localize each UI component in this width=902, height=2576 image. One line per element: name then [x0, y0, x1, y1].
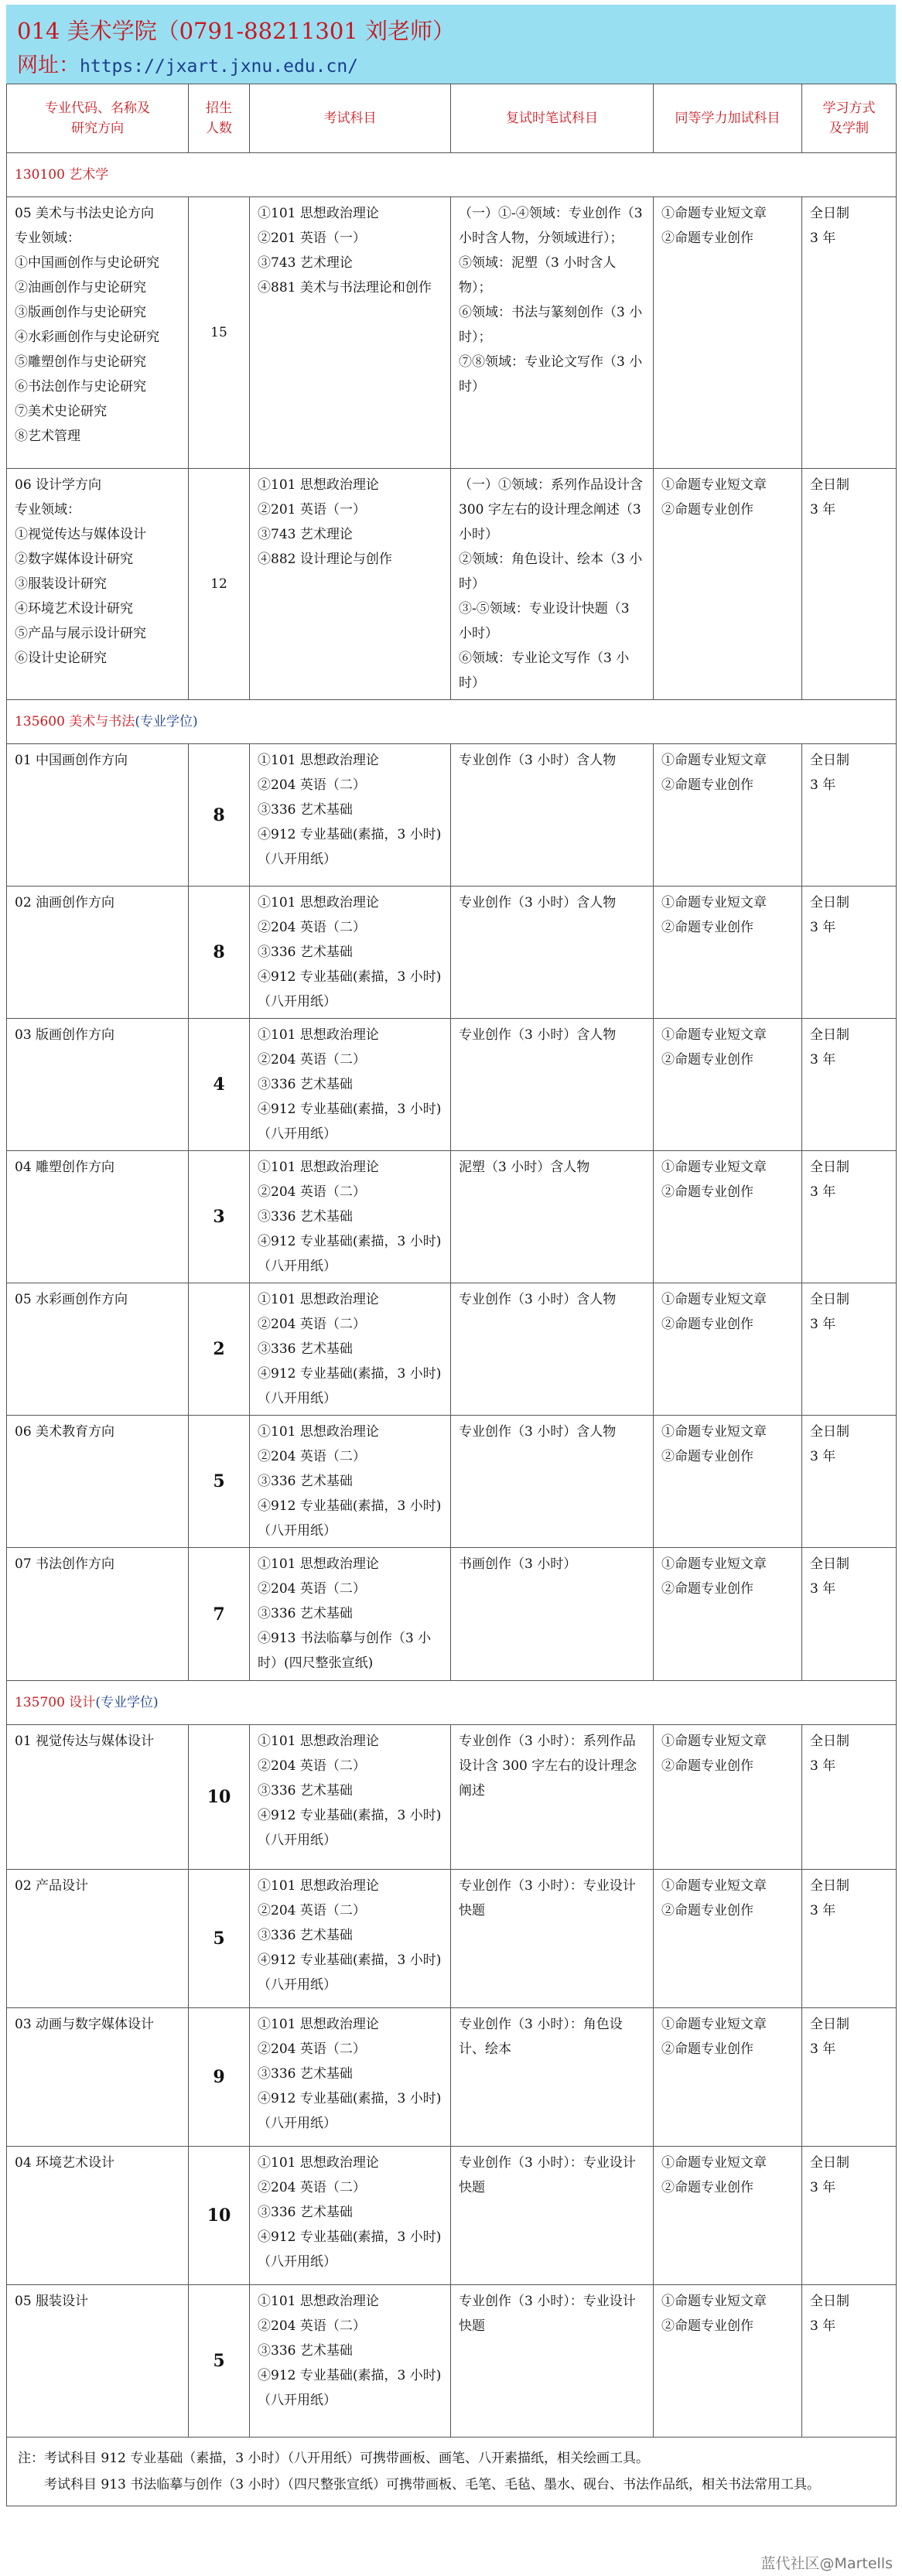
- cell-line: ①101 思想政治理论: [258, 1556, 379, 1572]
- website-line: [17, 48, 358, 78]
- cell-line: ②204 英语（二）: [258, 1317, 366, 1332]
- table-row: [7, 2008, 897, 2147]
- section-code-name: 135700 设计: [15, 1695, 96, 1710]
- quota-cell: 15: [189, 197, 250, 469]
- cell-line: ③743 艺术理论: [258, 255, 353, 271]
- extra-subjects-cell: [654, 2147, 802, 2285]
- retest-subjects-cell: [451, 2008, 654, 2147]
- cell-line: ①101 思想政治理论: [258, 1878, 379, 1894]
- section-title: [7, 1681, 897, 1725]
- table-row: [7, 1151, 897, 1283]
- study-mode-cell: [802, 2285, 897, 2438]
- cell-line: ②204 英语（二）: [258, 1903, 366, 1918]
- cell-line: ④912 专业基础(素描，3 小时)（八开用纸）: [258, 1952, 442, 1993]
- cell-line: 3 年: [810, 1581, 836, 1597]
- cell-line: ②204 英语（二）: [258, 1052, 366, 1068]
- table-row: [7, 1416, 897, 1548]
- cell-line: 3 年: [810, 1903, 836, 1918]
- cell-line: ⑥领域：专业论文写作（3 小时）: [459, 651, 630, 691]
- cell-line: ②204 英语（二）: [258, 1449, 366, 1464]
- study-mode-cell: [802, 1151, 897, 1283]
- cell-line: 03 版画创作方向: [15, 1027, 115, 1043]
- cell-line: 05 美术与书法史论方向: [15, 206, 155, 221]
- cell-line: ②数字媒体设计研究: [15, 552, 133, 567]
- exam-subjects-cell: [250, 1283, 451, 1416]
- cell-line: ②命题专业创作: [661, 1449, 753, 1464]
- study-mode-cell: [802, 1725, 897, 1870]
- cell-line: 07 书法创作方向: [15, 1556, 115, 1572]
- cell-line: 复试时笔试科目: [506, 111, 598, 126]
- study-mode-cell: [802, 887, 897, 1019]
- cell-line: ③336 艺术基础: [258, 1783, 353, 1799]
- table-row: [7, 1019, 897, 1151]
- cell-line: ④912 专业基础(素描，3 小时)（八开用纸）: [258, 1102, 442, 1142]
- cell-line: 全日制: [810, 2017, 849, 2032]
- cell-line: ①101 思想政治理论: [258, 1160, 379, 1175]
- cell-line: ④912 专业基础(素描，3 小时)（八开用纸）: [258, 2229, 442, 2270]
- column-header: [802, 84, 897, 153]
- extra-subjects-cell: [654, 887, 802, 1019]
- cell-line: ①命题专业短文章: [661, 895, 767, 910]
- degree-type-note: (专业学位): [135, 714, 198, 729]
- retest-subjects-cell: [451, 887, 654, 1019]
- cell-line: ②204 英语（二）: [258, 1581, 366, 1597]
- cell-line: ⑥书法创作与史论研究: [15, 379, 146, 395]
- cell-line: ④912 专业基础(素描，3 小时)（八开用纸）: [258, 969, 442, 1010]
- cell-line: ②201 英语（一）: [258, 502, 366, 518]
- cell-line: ①命题专业短文章: [661, 1160, 767, 1175]
- cell-line: ①101 思想政治理论: [258, 1292, 379, 1307]
- cell-line: 人数: [206, 121, 232, 136]
- retest-subjects-cell: [451, 744, 654, 887]
- cell-line: 06 美术教育方向: [15, 1424, 115, 1440]
- cell-line: 03 动画与数字媒体设计: [15, 2017, 155, 2032]
- cell-line: ①101 思想政治理论: [258, 1424, 379, 1440]
- cell-line: ②204 英语（二）: [258, 920, 366, 935]
- cell-line: 专业创作（3 小时）：专业设计快题: [459, 2155, 636, 2195]
- cell-line: ①101 思想政治理论: [258, 1027, 379, 1043]
- cell-line: ①101 思想政治理论: [258, 206, 379, 221]
- cell-line: ④881 美术与书法理论和创作: [258, 280, 432, 296]
- cell-line: 3 年: [810, 2180, 836, 2195]
- direction-cell: [7, 469, 189, 700]
- cell-line: ①101 思想政治理论: [258, 2155, 379, 2171]
- cell-line: ④912 专业基础(素描，3 小时)（八开用纸）: [258, 1498, 442, 1539]
- exam-subjects-cell: [250, 1019, 451, 1151]
- cell-line: ④912 专业基础(素描，3 小时)（八开用纸）: [258, 1366, 442, 1406]
- cell-line: ③336 艺术基础: [258, 2343, 353, 2359]
- cell-line: ②命题专业创作: [661, 1052, 753, 1068]
- retest-subjects-cell: [451, 1870, 654, 2008]
- study-mode-cell: [802, 469, 897, 700]
- cell-line: ②命题专业创作: [661, 502, 753, 518]
- cell-line: ①命题专业短文章: [661, 1027, 767, 1043]
- website-label: 网址：: [17, 53, 80, 77]
- cell-line: 专业创作（3 小时）：专业设计快题: [459, 1878, 636, 1918]
- study-mode-cell: [802, 1548, 897, 1681]
- section-code-name: 130100 艺术学: [15, 167, 109, 183]
- column-header: [654, 84, 802, 153]
- cell-line: 05 服装设计: [15, 2294, 89, 2309]
- study-mode-cell: [802, 1019, 897, 1151]
- cell-line: 3 年: [810, 1449, 836, 1464]
- cell-line: ②命题专业创作: [661, 1758, 753, 1774]
- exam-subjects-cell: [250, 2147, 451, 2285]
- cell-line: ②命题专业创作: [661, 1184, 753, 1200]
- cell-line: 全日制: [810, 753, 849, 768]
- cell-line: 专业创作（3 小时）含人物: [459, 895, 617, 910]
- cell-line: ④912 专业基础(素描，3 小时)（八开用纸）: [258, 1234, 442, 1274]
- retest-subjects-cell: [451, 2147, 654, 2285]
- cell-line: ②油画创作与史论研究: [15, 280, 146, 296]
- cell-line: ⑤领域：泥塑（3 小时含人物）；: [459, 255, 617, 296]
- study-mode-cell: [802, 1283, 897, 1416]
- table-row: [7, 197, 897, 469]
- cell-line: ③336 艺术基础: [258, 1928, 353, 1943]
- extra-subjects-cell: [654, 744, 802, 887]
- exam-subjects-cell: [250, 1548, 451, 1681]
- exam-subjects-cell: [250, 197, 451, 469]
- cell-line: 专业创作（3 小时）含人物: [459, 1424, 617, 1440]
- cell-line: ①101 思想政治理论: [258, 2017, 379, 2032]
- retest-subjects-cell: [451, 1019, 654, 1151]
- cell-line: ①101 思想政治理论: [258, 2294, 379, 2309]
- quota-cell: 2: [189, 1283, 250, 1416]
- cell-line: ①命题专业短文章: [661, 1556, 767, 1572]
- quota-cell: 8: [189, 887, 250, 1019]
- direction-cell: [7, 197, 189, 469]
- cell-line: ②命题专业创作: [661, 2318, 753, 2334]
- exam-subjects-cell: [250, 2285, 451, 2438]
- cell-line: ②命题专业创作: [661, 2041, 753, 2057]
- cell-line: ④882 设计理论与创作: [258, 552, 392, 567]
- quota-cell: 12: [189, 469, 250, 700]
- admissions-table: [6, 84, 897, 2506]
- cell-line: 04 雕塑创作方向: [15, 1160, 115, 1175]
- cell-line: 及学制: [829, 121, 869, 136]
- cell-line: ①命题专业短文章: [661, 1734, 767, 1749]
- cell-line: 考试科目: [323, 111, 377, 126]
- degree-type-note: (专业学位): [95, 1695, 159, 1710]
- retest-subjects-cell: [451, 2285, 654, 2438]
- cell-line: 书画创作（3 小时）: [459, 1556, 577, 1572]
- quota-cell: 5: [189, 1416, 250, 1548]
- exam-subjects-cell: [250, 1416, 451, 1548]
- exam-subjects-cell: [250, 887, 451, 1019]
- table-row: [7, 1870, 897, 2008]
- cell-line: ②命题专业创作: [661, 1317, 753, 1332]
- cell-line: 全日制: [810, 477, 849, 493]
- cell-line: （一）①-④领域：专业创作（3 小时含人物，分领域进行）；: [459, 206, 643, 246]
- quota-cell: 4: [189, 1019, 250, 1151]
- retest-subjects-cell: [451, 1416, 654, 1548]
- cell-line: ②204 英语（二）: [258, 1184, 366, 1200]
- cell-line: 专业领域：: [15, 502, 80, 518]
- extra-subjects-cell: [654, 2008, 802, 2147]
- study-mode-cell: [802, 744, 897, 887]
- quota-cell: 7: [189, 1548, 250, 1681]
- cell-line: 3 年: [810, 231, 836, 246]
- cell-line: 04 环境艺术设计: [15, 2155, 115, 2171]
- cell-line: 05 水彩画创作方向: [15, 1292, 128, 1307]
- table-header-row: [7, 84, 897, 153]
- cell-line: 全日制: [810, 1734, 849, 1749]
- cell-line: ⑥领域：书法与篆刻创作（3 小时）；: [459, 305, 643, 345]
- extra-subjects-cell: [654, 1870, 802, 2008]
- notes-cell: [7, 2438, 897, 2506]
- cell-line: 专业创作（3 小时）含人物: [459, 753, 617, 768]
- cell-line: 全日制: [810, 2294, 849, 2309]
- direction-cell: [7, 1019, 189, 1151]
- retest-subjects-cell: [451, 1151, 654, 1283]
- cell-line: ⑦美术史论研究: [15, 404, 107, 419]
- cell-line: ②命题专业创作: [661, 920, 753, 935]
- cell-line: ②201 英语（一）: [258, 231, 366, 246]
- cell-line: 学习方式: [822, 101, 876, 116]
- direction-cell: [7, 1283, 189, 1416]
- column-header: [451, 84, 654, 153]
- section-code-name: 135600 美术与书法: [15, 714, 135, 729]
- column-header: [250, 84, 451, 153]
- cell-line: 全日制: [810, 895, 849, 910]
- cell-line: 06 设计学方向: [15, 477, 102, 493]
- direction-cell: [7, 2285, 189, 2438]
- retest-subjects-cell: [451, 197, 654, 469]
- section-row: [7, 700, 897, 744]
- cell-line: ①101 思想政治理论: [258, 753, 379, 768]
- note-line: 注：考试科目 912 专业基础（素描，3 小时）（八开用纸）可携带画板、画笔、八开素描纸，相关绘画工具。: [18, 2451, 649, 2466]
- direction-cell: [7, 1548, 189, 1681]
- direction-cell: [7, 744, 189, 887]
- direction-cell: [7, 1725, 189, 1870]
- extra-subjects-cell: [654, 197, 802, 469]
- extra-subjects-cell: [654, 1548, 802, 1681]
- retest-subjects-cell: [451, 1548, 654, 1681]
- cell-line: ③336 艺术基础: [258, 1606, 353, 1621]
- cell-line: ②命题专业创作: [661, 1903, 753, 1918]
- direction-cell: [7, 2008, 189, 2147]
- cell-line: ①101 思想政治理论: [258, 477, 379, 493]
- study-mode-cell: [802, 1870, 897, 2008]
- table-row: [7, 2285, 897, 2438]
- quota-cell: 5: [189, 1870, 250, 2008]
- cell-line: ④912 专业基础(素描，3 小时)（八开用纸）: [258, 1808, 442, 1848]
- cell-line: 3 年: [810, 1052, 836, 1068]
- study-mode-cell: [802, 2008, 897, 2147]
- exam-subjects-cell: [250, 469, 451, 700]
- section-title: [7, 700, 897, 744]
- table-row: [7, 2147, 897, 2285]
- cell-line: ③版画创作与史论研究: [15, 305, 146, 320]
- cell-line: 3 年: [810, 2318, 836, 2334]
- cell-line: ④水彩画创作与史论研究: [15, 330, 159, 345]
- quota-cell: 10: [189, 1725, 250, 1870]
- quota-cell: 5: [189, 2285, 250, 2438]
- cell-line: ①命题专业短文章: [661, 1878, 767, 1894]
- cell-line: 全日制: [810, 1556, 849, 1572]
- cell-line: ①视觉传达与媒体设计: [15, 527, 146, 542]
- section-title: [7, 153, 897, 197]
- page-header: [6, 5, 896, 84]
- page-title: 014 美术学院（0791-88211301 刘老师）: [17, 18, 455, 44]
- cell-line: ④912 专业基础(素描，3 小时)（八开用纸）: [258, 2368, 442, 2408]
- cell-line: 3 年: [810, 777, 836, 793]
- cell-line: 全日制: [810, 1160, 849, 1175]
- exam-subjects-cell: [250, 1725, 451, 1870]
- extra-subjects-cell: [654, 1283, 802, 1416]
- cell-line: 3 年: [810, 2041, 836, 2057]
- cell-line: 02 产品设计: [15, 1878, 89, 1894]
- notes-row: [7, 2438, 897, 2506]
- cell-line: 全日制: [810, 2155, 849, 2171]
- cell-line: （一）①领域：系列作品设计含 300 字左右的设计理念阐述（3 小时）: [459, 477, 643, 542]
- cell-line: 3 年: [810, 1317, 836, 1332]
- cell-line: 研究方向: [71, 121, 124, 136]
- extra-subjects-cell: [654, 1019, 802, 1151]
- table-body: [7, 153, 897, 2438]
- cell-line: ④912 专业基础(素描，3 小时)（八开用纸）: [258, 2091, 442, 2131]
- cell-line: ③336 艺术基础: [258, 945, 353, 960]
- cell-line: 全日制: [810, 1292, 849, 1307]
- cell-line: ③336 艺术基础: [258, 802, 353, 818]
- cell-line: 全日制: [810, 1878, 849, 1894]
- cell-line: ①命题专业短文章: [661, 2294, 767, 2309]
- table-row: [7, 469, 897, 700]
- cell-line: 02 油画创作方向: [15, 895, 115, 910]
- cell-line: ②204 英语（二）: [258, 2318, 366, 2334]
- direction-cell: [7, 1870, 189, 2008]
- cell-line: ④912 专业基础(素描，3 小时)（八开用纸）: [258, 827, 442, 867]
- quota-cell: 9: [189, 2008, 250, 2147]
- cell-line: ②命题专业创作: [661, 777, 753, 793]
- cell-line: 专业创作（3 小时）含人物: [459, 1292, 617, 1307]
- cell-line: ②命题专业创作: [661, 2180, 753, 2195]
- cell-line: 3 年: [810, 920, 836, 935]
- cell-line: 专业领域：: [15, 231, 80, 246]
- cell-line: 专业代码、名称及: [45, 101, 150, 116]
- column-header: [7, 84, 189, 153]
- cell-line: ②204 英语（二）: [258, 777, 366, 793]
- website-link[interactable]: https://jxart.jxnu.edu.cn/: [80, 56, 359, 77]
- cell-line: ①中国画创作与史论研究: [15, 255, 159, 271]
- extra-subjects-cell: [654, 1151, 802, 1283]
- exam-subjects-cell: [250, 2008, 451, 2147]
- cell-line: ①101 思想政治理论: [258, 895, 379, 910]
- cell-line: 3 年: [810, 1184, 836, 1200]
- cell-line: ③336 艺术基础: [258, 2066, 353, 2082]
- cell-line: ①命题专业短文章: [661, 1292, 767, 1307]
- cell-line: ⑤雕塑创作与史论研究: [15, 354, 146, 370]
- cell-line: 专业创作（3 小时）：角色设计、绘本: [459, 2017, 623, 2057]
- cell-line: 专业创作（3 小时）：专业设计快题: [459, 2294, 636, 2334]
- cell-line: ①命题专业短文章: [661, 206, 767, 221]
- cell-line: ③336 艺术基础: [258, 1077, 353, 1092]
- direction-cell: [7, 1151, 189, 1283]
- cell-line: 3 年: [810, 1758, 836, 1774]
- cell-line: ①命题专业短文章: [661, 1424, 767, 1440]
- table-row: [7, 1548, 897, 1681]
- cell-line: ②204 英语（二）: [258, 2041, 366, 2057]
- direction-cell: [7, 1416, 189, 1548]
- cell-line: ②204 英语（二）: [258, 2180, 366, 2195]
- extra-subjects-cell: [654, 469, 802, 700]
- cell-line: ③743 艺术理论: [258, 527, 353, 542]
- study-mode-cell: [802, 2147, 897, 2285]
- extra-subjects-cell: [654, 2285, 802, 2438]
- cell-line: ④913 书法临摹与创作（3 小时）(四尺整张宣纸): [258, 1631, 432, 1671]
- cell-line: 专业创作（3 小时）含人物: [459, 1027, 617, 1043]
- exam-subjects-cell: [250, 1870, 451, 2008]
- cell-line: 同等学力加试科目: [675, 111, 781, 126]
- cell-line: ③336 艺术基础: [258, 2205, 353, 2220]
- cell-line: ③-⑤领域：专业设计快题（3 小时）: [459, 601, 630, 641]
- cell-line: ③服装设计研究: [15, 576, 107, 592]
- cell-line: 泥塑（3 小时）含人物: [459, 1160, 590, 1175]
- table-row: [7, 887, 897, 1019]
- extra-subjects-cell: [654, 1416, 802, 1548]
- study-mode-cell: [802, 1416, 897, 1548]
- study-mode-cell: [802, 197, 897, 469]
- cell-line: ①命题专业短文章: [661, 2155, 767, 2171]
- table-row: [7, 1283, 897, 1416]
- note-line: 考试科目 913 书法临摹与创作（3 小时）（四尺整张宣纸）可携带画板、毛笔、毛毡、墨水、砚台、书法作品纸，相关书法常用工具。: [44, 2477, 820, 2492]
- cell-line: 专业创作（3 小时）：系列作品设计含 300 字左右的设计理念阐述: [459, 1734, 637, 1799]
- cell-line: ②领域：角色设计、绘本（3 小时）: [459, 552, 643, 592]
- cell-line: 全日制: [810, 1027, 849, 1043]
- column-header: [189, 84, 250, 153]
- section-row: [7, 153, 897, 197]
- retest-subjects-cell: [451, 1725, 654, 1870]
- direction-cell: [7, 2147, 189, 2285]
- cell-line: 01 中国画创作方向: [15, 753, 128, 768]
- cell-line: 招生: [206, 101, 232, 116]
- retest-subjects-cell: [451, 1283, 654, 1416]
- section-row: [7, 1681, 897, 1725]
- cell-line: ⑧艺术管理: [15, 429, 80, 444]
- cell-line: ①命题专业短文章: [661, 753, 767, 768]
- cell-line: ⑦⑧领域：专业论文写作（3 小时）: [459, 354, 643, 395]
- cell-line: 全日制: [810, 206, 849, 221]
- cell-line: ③336 艺术基础: [258, 1341, 353, 1357]
- exam-subjects-cell: [250, 1151, 451, 1283]
- cell-line: ①命题专业短文章: [661, 477, 767, 493]
- cell-line: ①101 思想政治理论: [258, 1734, 379, 1749]
- retest-subjects-cell: [451, 469, 654, 700]
- cell-line: 01 视觉传达与媒体设计: [15, 1734, 155, 1749]
- table-row: [7, 1725, 897, 1870]
- quota-cell: 3: [189, 1151, 250, 1283]
- direction-cell: [7, 887, 189, 1019]
- cell-line: ③336 艺术基础: [258, 1209, 353, 1225]
- quota-cell: 8: [189, 744, 250, 887]
- watermark: 蓝代社区@Martells: [760, 2555, 893, 2572]
- exam-subjects-cell: [250, 744, 451, 887]
- extra-subjects-cell: [654, 1725, 802, 1870]
- cell-line: 全日制: [810, 1424, 849, 1440]
- cell-line: ②命题专业创作: [661, 1581, 753, 1597]
- cell-line: 3 年: [810, 502, 836, 518]
- cell-line: ②204 英语（二）: [258, 1758, 366, 1774]
- cell-line: ①命题专业短文章: [661, 2017, 767, 2032]
- cell-line: ④环境艺术设计研究: [15, 601, 133, 617]
- cell-line: ⑤产品与展示设计研究: [15, 626, 146, 641]
- cell-line: ⑥设计史论研究: [15, 651, 107, 666]
- cell-line: ②命题专业创作: [661, 231, 753, 246]
- table-row: [7, 744, 897, 887]
- cell-line: ③336 艺术基础: [258, 1474, 353, 1489]
- quota-cell: 10: [189, 2147, 250, 2285]
